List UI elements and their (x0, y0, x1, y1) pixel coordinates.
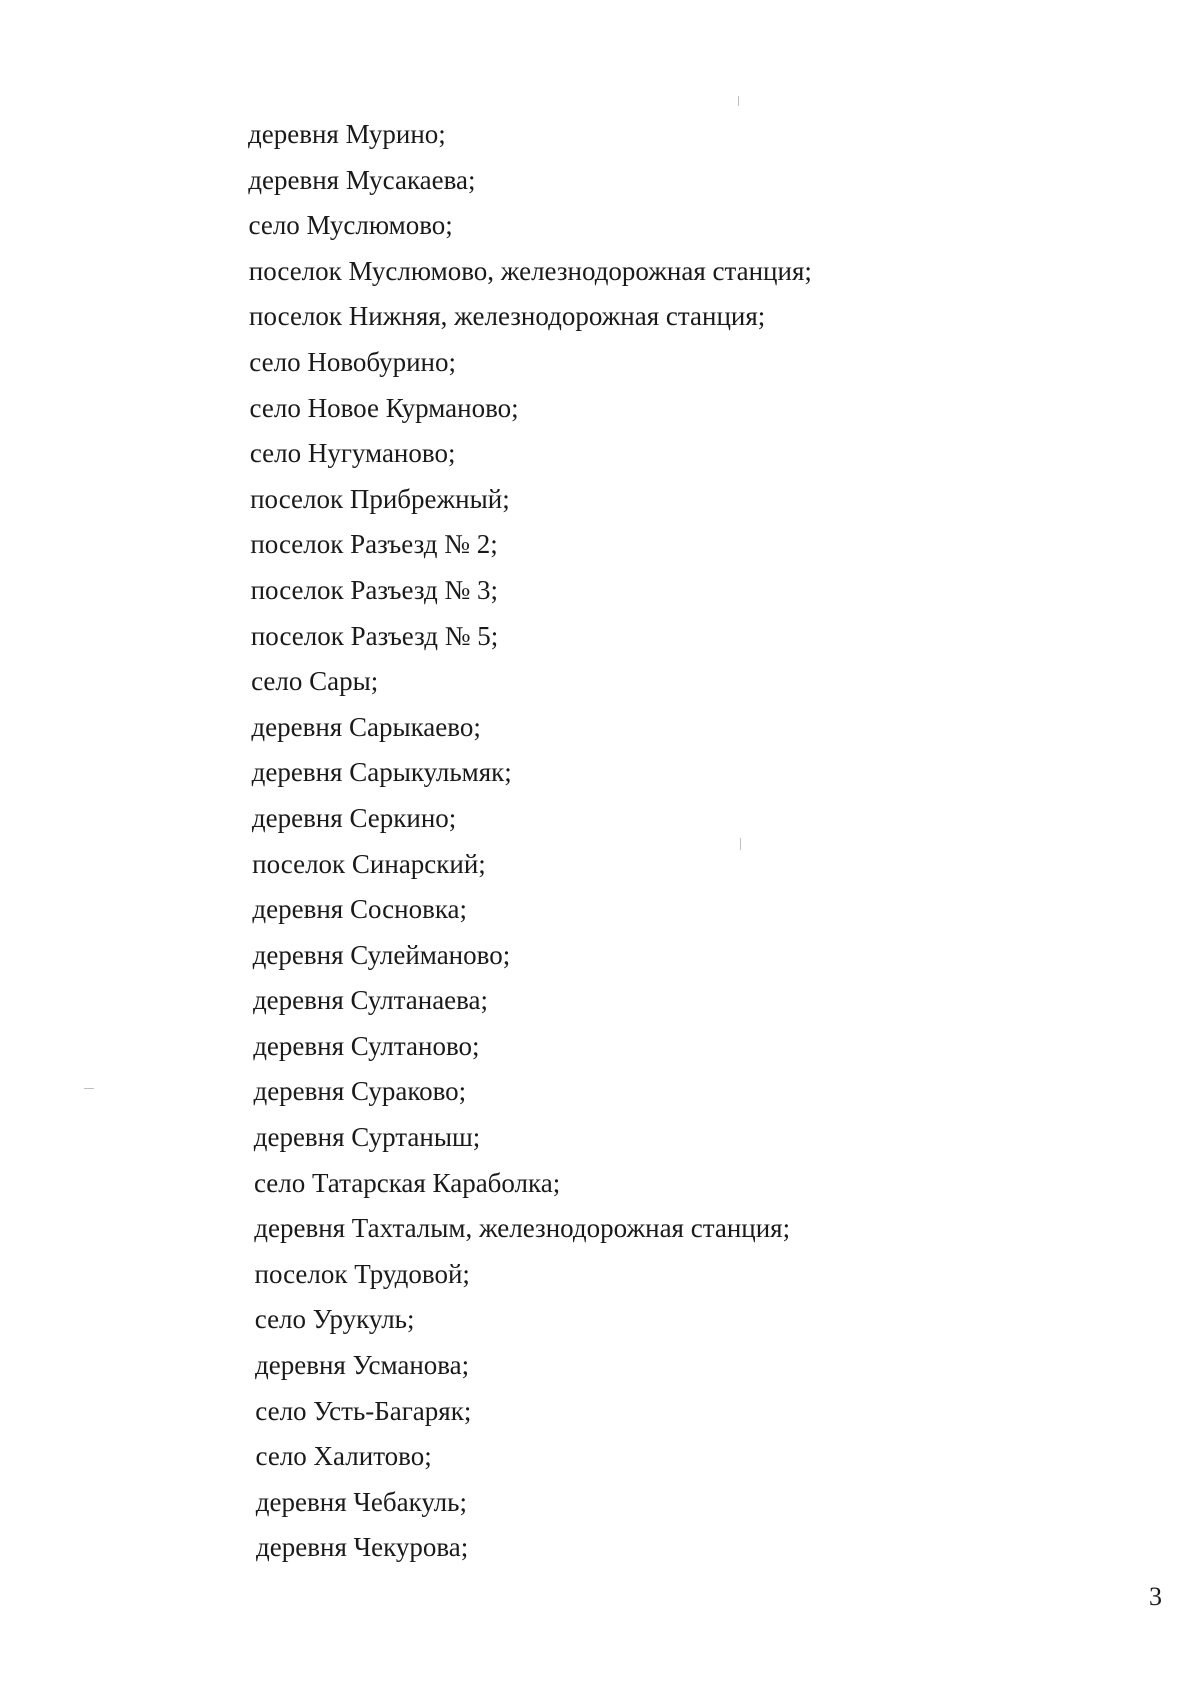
scan-speck (84, 1088, 94, 1089)
list-item: поселок Разъезд № 2; (250, 529, 498, 560)
list-item: село Халитово; (255, 1441, 432, 1472)
list-item: поселок Синарский; (252, 848, 486, 879)
list-item: село Татарская Караболка; (253, 1167, 561, 1198)
list-item: деревня Сураково; (253, 1076, 467, 1107)
page-number: 3 (1149, 1582, 1162, 1611)
list-item: деревня Серкино; (251, 802, 457, 833)
list-item: поселок Прибрежный; (250, 483, 510, 514)
list-item: село Нугуманово; (249, 438, 456, 469)
list-item: село Усть-Багаряк; (255, 1395, 472, 1426)
list-item: село Урукуль; (254, 1304, 415, 1335)
list-item: деревня Чекурова; (256, 1532, 469, 1563)
scan-speck (740, 838, 741, 850)
list-item: деревня Сарыкаево; (251, 711, 481, 742)
list-item: поселок Нижняя, железнодорожная станция; (249, 301, 766, 332)
settlement-list (248, 112, 812, 1571)
list-item: деревня Мурино; (248, 119, 446, 149)
list-item: поселок Разъезд № 3; (250, 574, 499, 605)
list-item: поселок Трудовой; (254, 1258, 470, 1289)
list-item: село Сары; (251, 666, 379, 697)
list-item: деревня Усманова; (255, 1350, 470, 1381)
list-item: село Новобурино; (249, 346, 456, 377)
scan-speck (738, 96, 739, 106)
list-item: деревня Султанаева; (252, 985, 489, 1016)
list-item: деревня Сосновка; (252, 894, 468, 925)
list-item: село Новое Курманово; (249, 392, 519, 423)
list-item: село Муслюмово; (248, 210, 453, 241)
list-item: деревня Сулейманово; (252, 939, 511, 970)
list-item: деревня Чебакуль; (255, 1486, 467, 1517)
list-item: деревня Мусакаева; (248, 164, 476, 195)
list-item: деревня Султаново; (253, 1030, 480, 1061)
list-item: деревня Сарыкульмяк; (251, 757, 512, 788)
list-item: поселок Муслюмово, железнодорожная станция; (248, 255, 812, 286)
list-item: поселок Разъезд № 5; (250, 620, 499, 651)
list-item: деревня Тахталым, железнодорожная станция; (254, 1213, 791, 1244)
list-item: деревня Суртаныш; (253, 1122, 481, 1153)
